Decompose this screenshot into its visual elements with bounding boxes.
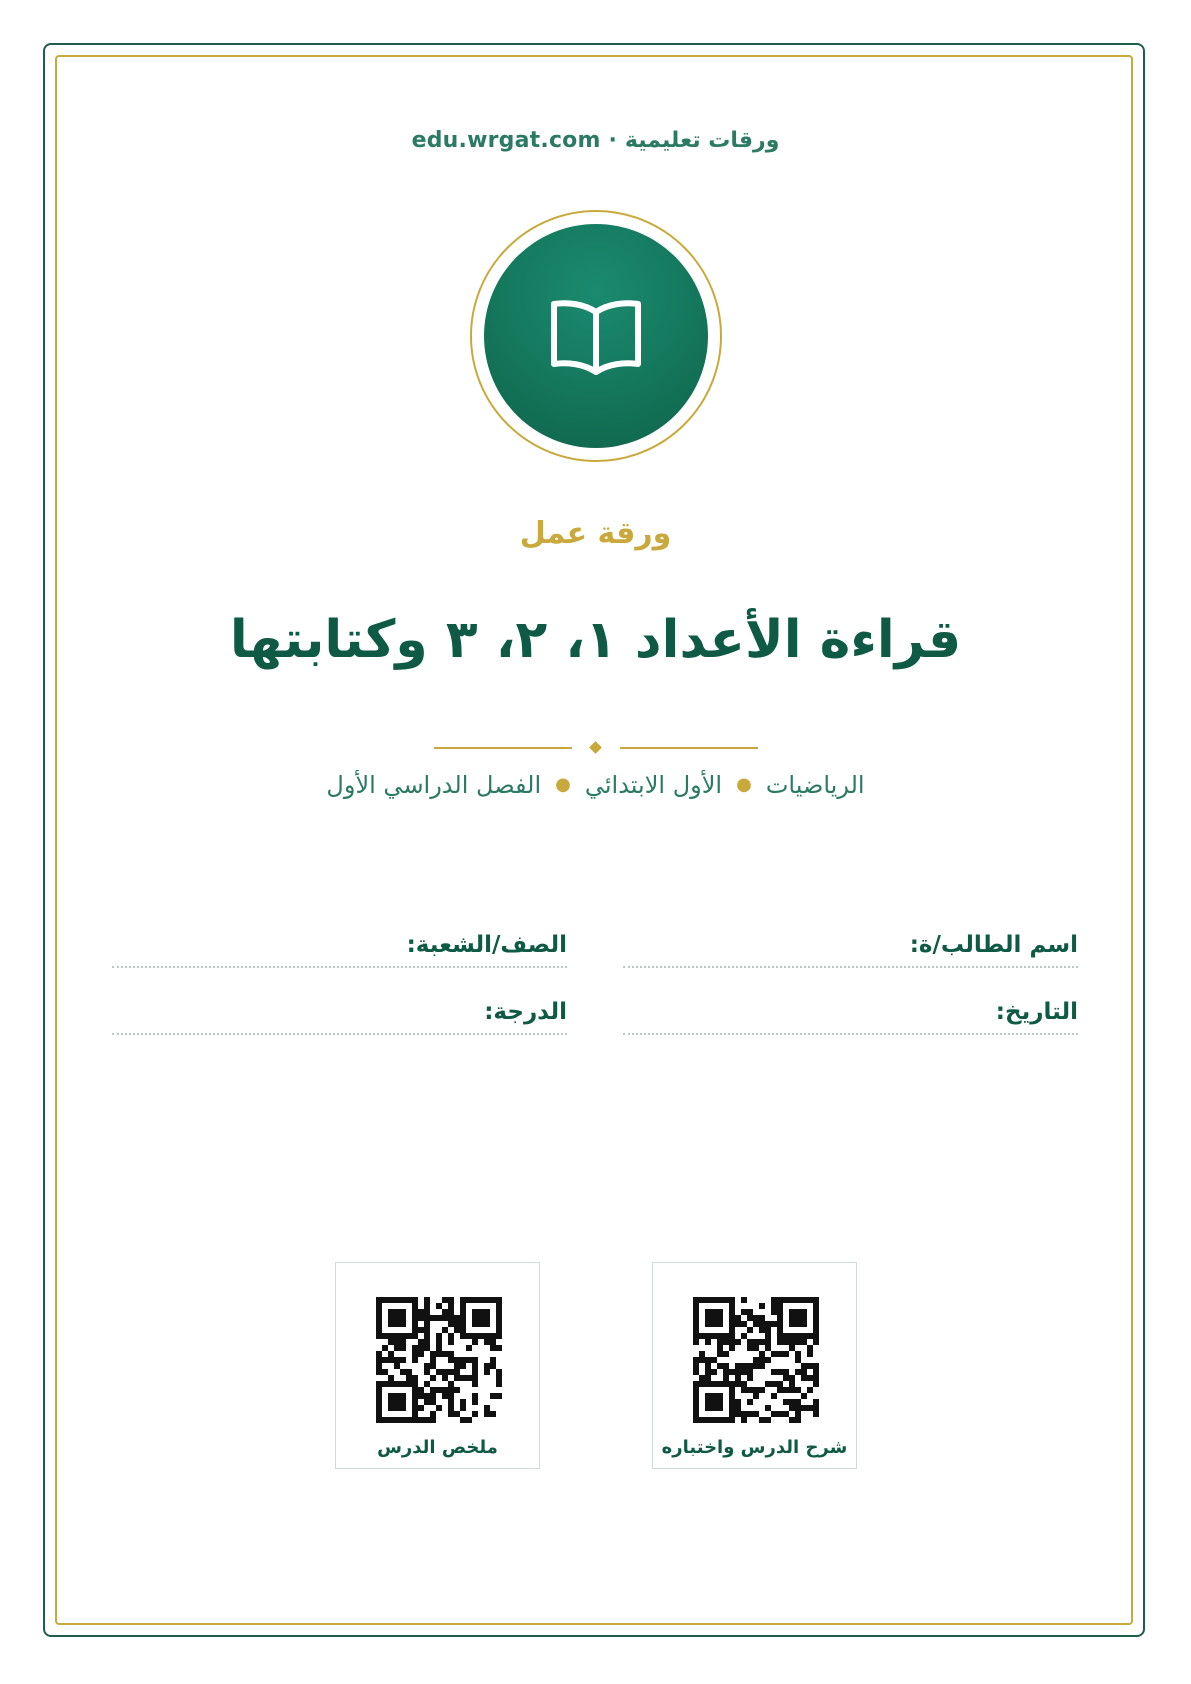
meta-grade: الأول الابتدائي bbox=[584, 771, 723, 799]
qr-caption: شرح الدرس واختباره bbox=[661, 1437, 848, 1458]
worksheet-label: ورقة عمل bbox=[519, 516, 672, 551]
meta-term: الفصل الدراسي الأول bbox=[326, 771, 542, 799]
meta-subject: الرياضيات bbox=[765, 771, 865, 799]
qr-code bbox=[376, 1297, 502, 1423]
qr-card-lesson-summary[interactable] bbox=[335, 1262, 540, 1469]
title-divider bbox=[434, 742, 758, 754]
student-name-field[interactable]: اسم الطالب/ة: bbox=[623, 932, 1078, 968]
page-title: قراءة الأعداد ١، ٢، ٣ وكتابتها bbox=[229, 610, 962, 670]
qr-card-lesson-explanation[interactable] bbox=[652, 1262, 857, 1469]
site-separator: · bbox=[608, 128, 618, 153]
qr-code bbox=[693, 1297, 819, 1423]
date-field[interactable]: التاريخ: bbox=[623, 999, 1078, 1035]
meta-dot: ● bbox=[736, 774, 752, 795]
qr-caption: ملخص الدرس bbox=[377, 1437, 498, 1458]
site-header bbox=[0, 128, 1191, 153]
lesson-meta bbox=[0, 771, 1191, 799]
class-section-field[interactable]: الصف/الشعبة: bbox=[112, 932, 567, 968]
site-url: edu.wrgat.com bbox=[411, 128, 601, 153]
site-name: ورقات تعليمية bbox=[624, 128, 780, 153]
meta-dot: ● bbox=[555, 774, 571, 795]
open-book-icon bbox=[546, 292, 646, 378]
grade-field[interactable]: الدرجة: bbox=[112, 999, 567, 1035]
emblem bbox=[484, 224, 708, 448]
